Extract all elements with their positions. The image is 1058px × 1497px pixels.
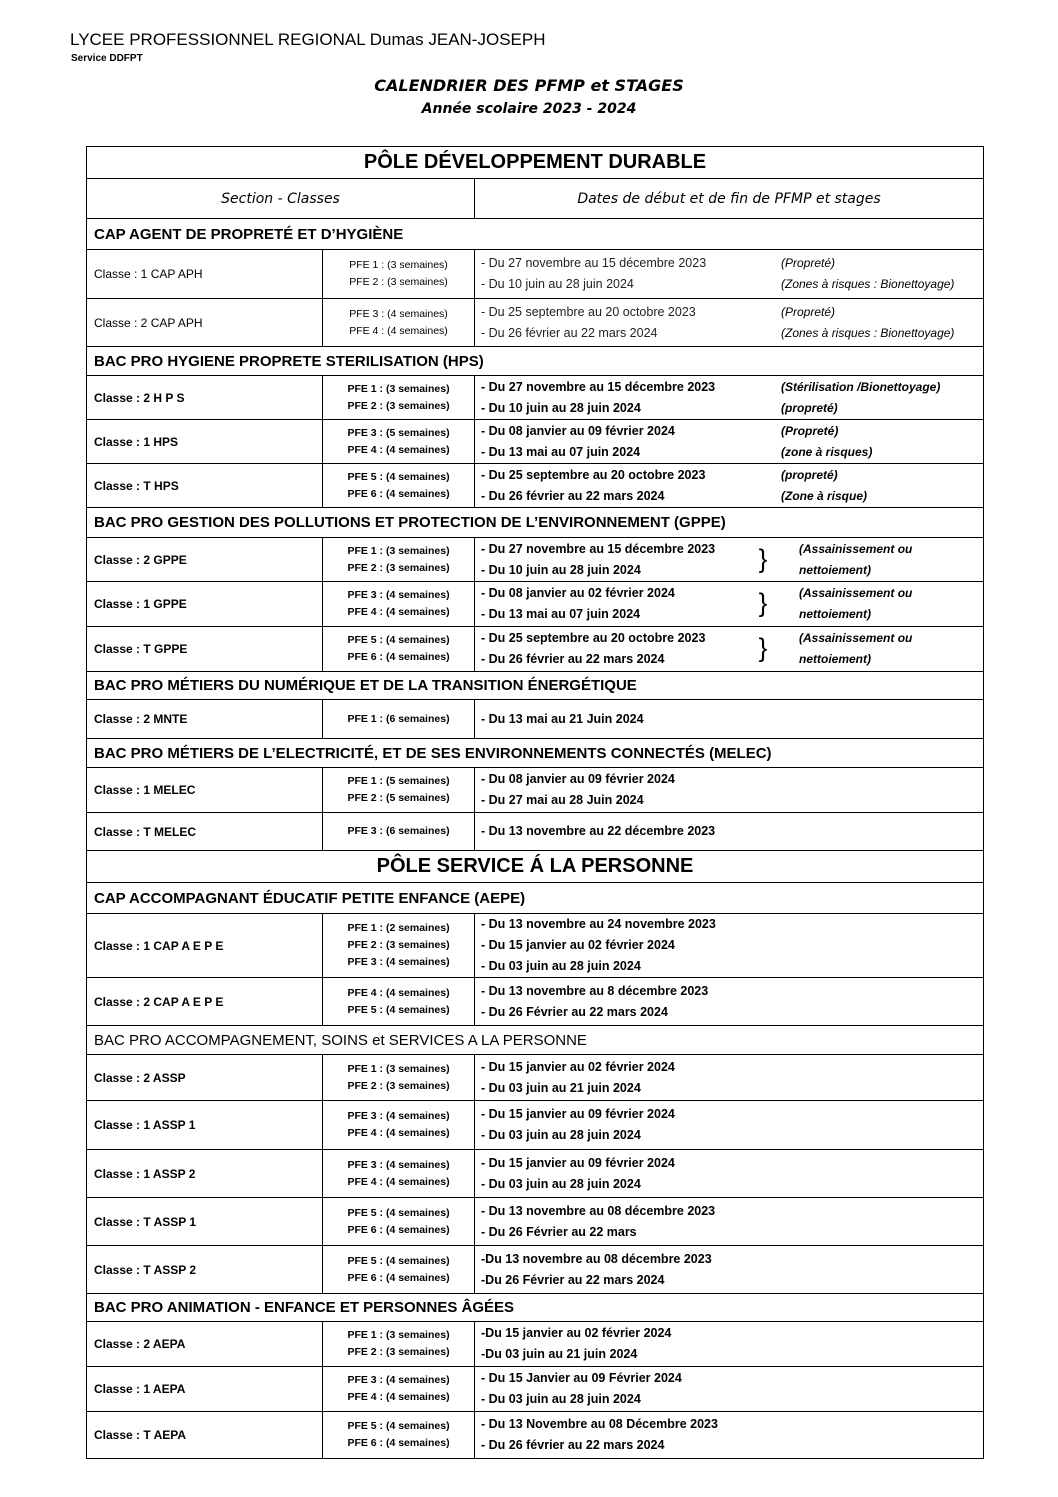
date-range: - Du 13 novembre au 22 décembre 2023: [481, 824, 716, 838]
class-row: [87, 627, 984, 672]
class-row: [87, 1412, 984, 1459]
date-range: - Du 10 juin au 28 juin 2024: [481, 562, 641, 577]
service-label: Service DDFPT: [71, 53, 143, 64]
column-header-row: [87, 179, 984, 219]
pfe-cell: [323, 1150, 475, 1198]
pfe-cell: [323, 1412, 475, 1459]
date-line: [481, 935, 983, 956]
internship-type-note: nettoiement): [799, 652, 871, 666]
section-header-row: [87, 1294, 984, 1322]
pfe-cell: [323, 1367, 475, 1412]
date-line: [481, 914, 983, 935]
date-range: - Du 08 janvier au 09 février 2024: [481, 423, 675, 438]
date-range: - Du 13 Novembre au 08 Décembre 2023: [481, 1417, 718, 1431]
pfe-period: PFE 3 : (4 semaines): [347, 1158, 450, 1171]
section-title: CAP ACCOMPAGNANT ÉDUCATIF PETITE ENFANCE (AEPE): [87, 883, 984, 914]
pfe-period: PFE 1 : (3 semaines): [347, 1062, 450, 1075]
pfe-cell: [323, 376, 475, 420]
internship-type-note: (Zones à risques : Bionettoyage): [781, 325, 955, 340]
date-range: - Du 25 septembre au 20 octobre 2023: [481, 631, 706, 645]
dates-cell: [475, 813, 984, 851]
date-line: [481, 1344, 983, 1365]
internship-type-note: (Propreté): [781, 304, 836, 319]
date-range: - Du 03 juin au 28 juin 2024: [481, 959, 641, 973]
date-line: [481, 274, 983, 295]
class-row: [87, 1150, 984, 1198]
pfe-period: PFE 5 : (4 semaines): [347, 1003, 450, 1016]
date-range: - Du 10 juin au 28 juin 2024: [481, 400, 641, 415]
dates-cell: [475, 1055, 984, 1101]
class-row: [87, 1322, 984, 1367]
section-title: BAC PRO ANIMATION - ENFANCE ET PERSONNES ÂGÉES: [87, 1294, 984, 1322]
pfe-period: PFE 2 : (5 semaines): [347, 792, 450, 804]
class-row: [87, 420, 984, 464]
dates-cell: [475, 1150, 984, 1198]
date-line: [481, 253, 983, 274]
date-range: - Du 26 février au 22 mars 2024: [481, 325, 658, 340]
date-range: - Du 27 novembre au 15 décembre 2023: [481, 541, 716, 556]
pfe-period: PFE 1 : (3 semaines): [347, 382, 450, 395]
dates-cell: [475, 1246, 984, 1294]
section-header-row: [87, 883, 984, 914]
class-row: [87, 538, 984, 582]
date-range: - Du 15 janvier au 09 février 2024: [481, 1107, 675, 1121]
class-name: Classe : T MELEC: [87, 813, 323, 851]
date-line: [481, 1078, 983, 1099]
right-brace-icon: }: [758, 587, 768, 618]
date-line: [481, 769, 983, 790]
date-line: [481, 442, 983, 463]
class-name: Classe : 1 HPS: [87, 420, 323, 464]
pfe-period: PFE 1 : (5 semaines): [347, 775, 450, 787]
pfe-period: PFE 6 : (4 semaines): [347, 651, 450, 663]
date-range: - Du 13 novembre au 8 décembre 2023: [481, 983, 709, 998]
date-range: - Du 13 novembre au 08 décembre 2023: [481, 1203, 716, 1218]
pfe-period: PFE 4 : (4 semaines): [349, 324, 448, 337]
class-name: Classe : 1 CAP A E P E: [87, 914, 323, 978]
date-range: - Du 15 Janvier au 09 Février 2024: [481, 1371, 682, 1385]
date-range: - Du 15 janvier au 09 février 2024: [481, 1155, 675, 1170]
date-range: - Du 27 mai au 28 Juin 2024: [481, 793, 644, 807]
pfe-cell: [323, 978, 475, 1026]
pfe-period: PFE 1 : (6 semaines): [347, 712, 450, 725]
pfe-period: PFE 4 : (4 semaines): [347, 606, 450, 618]
internship-type-note: (Assainissement ou: [799, 541, 913, 556]
date-line: [481, 323, 983, 344]
internship-type-note: (Stérilisation /Bionettoyage): [781, 379, 941, 394]
class-name: Classe : T HPS: [87, 464, 323, 508]
section-header-row: [87, 347, 984, 376]
date-line: [481, 821, 983, 842]
date-line: [481, 1125, 983, 1146]
dates-cell: [475, 768, 984, 813]
date-range: - Du 25 septembre au 20 octobre 2023: [481, 304, 696, 319]
dates-cell: [475, 1322, 984, 1367]
pfe-period: PFE 6 : (4 semaines): [347, 487, 450, 500]
date-range: - Du 15 janvier au 02 février 2024: [481, 938, 675, 952]
internship-type-note: (Zones à risques : Bionettoyage): [781, 277, 955, 291]
class-name: Classe : T ASSP 2: [87, 1246, 323, 1294]
pfe-cell: [323, 1322, 475, 1367]
date-range: - Du 03 juin au 28 juin 2024: [481, 1392, 641, 1406]
pfe-period: PFE 5 : (4 semaines): [347, 634, 450, 646]
pfe-period: PFE 4 : (4 semaines): [347, 1175, 450, 1188]
pfe-period: PFE 5 : (4 semaines): [347, 1254, 450, 1267]
pfe-period: PFE 2 : (3 semaines): [347, 1346, 450, 1358]
date-line: [481, 1414, 983, 1435]
section-title: BAC PRO MÉTIERS DE L’ELECTRICITÉ, ET DE SES ENVIRONNEMENTS CONNECTÉS (MELEC): [87, 739, 984, 768]
pfe-cell: [323, 464, 475, 508]
section-title: CAP AGENT DE PROPRETÉ ET D’HYGIÈNE: [87, 219, 984, 250]
date-line: [481, 539, 983, 560]
date-range: - Du 13 mai au 07 juin 2024: [481, 444, 641, 459]
date-line: [481, 709, 983, 730]
internship-type-note: (propreté): [781, 400, 838, 415]
pfe-period: PFE 3 : (4 semaines): [347, 1374, 450, 1386]
internship-type-note: nettoiement): [799, 607, 871, 621]
class-name: Classe : 2 CAP A E P E: [87, 978, 323, 1026]
pfe-cell: [323, 420, 475, 464]
pfe-period: PFE 4 : (4 semaines): [347, 986, 450, 999]
internship-type-note: (Propreté): [781, 256, 836, 270]
pfe-period: PFE 1 : (3 semaines): [349, 259, 448, 271]
dates-cell: [475, 1198, 984, 1246]
date-line: [481, 1389, 983, 1410]
internship-type-note: (Assainissement ou: [799, 586, 913, 600]
dates-cell: [475, 464, 984, 508]
pfe-cell: [323, 582, 475, 627]
class-row: [87, 1246, 984, 1294]
date-range: - Du 27 novembre au 15 décembre 2023: [481, 256, 707, 270]
date-range: - Du 08 janvier au 09 février 2024: [481, 772, 675, 786]
dates-cell: [475, 700, 984, 739]
pfe-cell: [323, 914, 475, 978]
internship-type-note: nettoiement): [799, 562, 871, 577]
dates-column-header: Dates de début et de fin de PFMP et stages: [475, 179, 984, 219]
pfe-cell: [323, 813, 475, 851]
date-range: - Du 13 mai au 07 juin 2024: [481, 607, 641, 621]
date-range: - Du 26 Février au 22 mars 2024: [481, 1004, 668, 1019]
class-row: [87, 1055, 984, 1101]
date-range: - Du 26 Février au 22 mars: [481, 1224, 637, 1239]
pfe-cell: [323, 538, 475, 582]
pfe-period: PFE 3 : (4 semaines): [347, 1110, 450, 1122]
date-range: - Du 15 janvier au 02 février 2024: [481, 1059, 675, 1074]
section-title: BAC PRO HYGIENE PROPRETE STERILISATION (HPS): [87, 347, 984, 376]
pfe-period: PFE 4 : (4 semaines): [347, 1391, 450, 1403]
class-row: [87, 813, 984, 851]
pfe-period: PFE 3 : (4 semaines): [347, 956, 450, 968]
pfe-cell: [323, 1101, 475, 1150]
pfe-period: PFE 3 : (4 semaines): [347, 589, 450, 601]
pfe-cell: [323, 1198, 475, 1246]
date-range: - Du 26 février au 22 mars 2024: [481, 1438, 665, 1452]
date-line: [481, 628, 983, 649]
class-name: Classe : 2 CAP APH: [87, 299, 323, 347]
pfe-period: PFE 6 : (4 semaines): [347, 1437, 450, 1449]
pfe-period: PFE 6 : (4 semaines): [347, 1271, 450, 1284]
class-name: Classe : 2 AEPA: [87, 1322, 323, 1367]
date-line: [481, 1002, 983, 1023]
section-header-row: [87, 508, 984, 538]
pfe-period: PFE 2 : (3 semaines): [347, 561, 450, 574]
class-name: Classe : 1 ASSP 1: [87, 1101, 323, 1150]
section-column-header: Section - Classes: [87, 179, 475, 219]
date-range: -Du 03 juin au 21 juin 2024: [481, 1347, 638, 1361]
date-range: -Du 26 Février au 22 mars 2024: [481, 1272, 665, 1287]
class-row: [87, 376, 984, 420]
class-row: [87, 299, 984, 347]
pfe-period: PFE 5 : (4 semaines): [347, 1420, 450, 1432]
dates-cell: [475, 538, 984, 582]
date-range: - Du 10 juin au 28 juin 2024: [481, 277, 634, 291]
pfe-period: PFE 4 : (4 semaines): [347, 1127, 450, 1139]
date-line: [481, 1104, 983, 1125]
pfe-period: PFE 3 : (4 semaines): [349, 307, 448, 320]
date-line: [481, 583, 983, 604]
section-header-row: [87, 1026, 984, 1055]
date-range: - Du 03 juin au 28 juin 2024: [481, 1176, 641, 1191]
pole-header-row: [87, 851, 984, 883]
pfe-cell: [323, 700, 475, 739]
date-range: - Du 13 mai au 21 Juin 2024: [481, 711, 644, 726]
date-range: - Du 25 septembre au 20 octobre 2023: [481, 467, 706, 482]
class-name: Classe : 1 MELEC: [87, 768, 323, 813]
pfe-period: PFE 2 : (3 semaines): [347, 1079, 450, 1092]
date-line: [481, 981, 983, 1002]
pfe-period: PFE 5 : (4 semaines): [347, 470, 450, 483]
pfe-period: PFE 1 : (3 semaines): [347, 544, 450, 557]
internship-type-note: (Assainissement ou: [799, 631, 913, 645]
date-range: - Du 03 juin au 28 juin 2024: [481, 1128, 641, 1142]
pfe-period: PFE 3 : (5 semaines): [347, 426, 450, 439]
date-line: [481, 1368, 983, 1389]
pfe-period: PFE 2 : (3 semaines): [349, 276, 448, 288]
pfe-period: PFE 2 : (3 semaines): [347, 939, 450, 951]
date-range: -Du 15 janvier au 02 février 2024: [481, 1326, 672, 1340]
date-line: [481, 398, 983, 419]
date-line: [481, 1270, 983, 1291]
class-row: [87, 464, 984, 508]
class-row: [87, 1367, 984, 1412]
right-brace-icon: }: [758, 632, 768, 663]
class-name: Classe : T AEPA: [87, 1412, 323, 1459]
date-line: [481, 560, 983, 581]
internship-type-note: (Zone à risque): [781, 488, 868, 503]
pfe-cell: [323, 768, 475, 813]
date-range: - Du 26 février au 22 mars 2024: [481, 652, 665, 666]
class-row: [87, 978, 984, 1026]
dates-cell: [475, 250, 984, 299]
date-line: [481, 377, 983, 398]
date-line: [481, 486, 983, 507]
date-line: [481, 604, 983, 625]
class-name: Classe : 1 AEPA: [87, 1367, 323, 1412]
dates-cell: [475, 1367, 984, 1412]
class-row: [87, 914, 984, 978]
pfe-period: PFE 4 : (4 semaines): [347, 443, 450, 456]
class-row: [87, 700, 984, 739]
date-line: [481, 1435, 983, 1456]
date-range: -Du 13 novembre au 08 décembre 2023: [481, 1251, 712, 1266]
date-line: [481, 421, 983, 442]
date-range: - Du 26 février au 22 mars 2024: [481, 488, 665, 503]
class-row: [87, 768, 984, 813]
internship-type-note: (zone à risques): [781, 444, 873, 459]
date-range: - Du 08 janvier au 02 février 2024: [481, 586, 675, 600]
class-name: Classe : 1 GPPE: [87, 582, 323, 627]
date-line: [481, 649, 983, 670]
pfe-cell: [323, 299, 475, 347]
pole-title: PÔLE DÉVELOPPEMENT DURABLE: [87, 147, 984, 179]
date-line: [481, 1057, 983, 1078]
dates-cell: [475, 376, 984, 420]
class-row: [87, 582, 984, 627]
pole-header-row: [87, 147, 984, 179]
date-line: [481, 790, 983, 811]
class-name: Classe : 1 ASSP 2: [87, 1150, 323, 1198]
dates-cell: [475, 914, 984, 978]
pfe-period: PFE 3 : (6 semaines): [347, 825, 450, 837]
section-header-row: [87, 672, 984, 700]
date-line: [481, 1249, 983, 1270]
dates-cell: [475, 420, 984, 464]
pfe-period: PFE 1 : (2 semaines): [347, 922, 450, 934]
section-header-row: [87, 739, 984, 768]
date-line: [481, 1153, 983, 1174]
section-header-row: [87, 219, 984, 250]
internship-type-note: (propreté): [781, 467, 838, 482]
class-name: Classe : 1 CAP APH: [87, 250, 323, 299]
date-range: - Du 27 novembre au 15 décembre 2023: [481, 379, 716, 394]
pfe-period: PFE 1 : (3 semaines): [347, 1329, 450, 1341]
class-name: Classe : T GPPE: [87, 627, 323, 672]
class-name: Classe : 2 GPPE: [87, 538, 323, 582]
dates-cell: [475, 627, 984, 672]
date-line: [481, 465, 983, 486]
dates-cell: [475, 582, 984, 627]
pfe-cell: [323, 1246, 475, 1294]
pfmp-calendar-table: [86, 146, 984, 1459]
date-line: [481, 1201, 983, 1222]
pfe-cell: [323, 250, 475, 299]
dates-cell: [475, 299, 984, 347]
pole-title: PÔLE SERVICE Á LA PERSONNE: [87, 851, 984, 883]
class-row: [87, 1198, 984, 1246]
class-row: [87, 1101, 984, 1150]
pfe-cell: [323, 1055, 475, 1101]
right-brace-icon: }: [758, 543, 768, 574]
date-range: - Du 13 novembre au 24 novembre 2023: [481, 917, 716, 931]
section-title: BAC PRO ACCOMPAGNEMENT, SOINS et SERVICES A LA PERSONNE: [87, 1026, 984, 1055]
date-line: [481, 1222, 983, 1243]
pfe-period: PFE 6 : (4 semaines): [347, 1223, 450, 1236]
dates-cell: [475, 978, 984, 1026]
dates-cell: [475, 1412, 984, 1459]
page-subtitle: Année scolaire 2023 - 2024: [421, 101, 637, 117]
page-title: CALENDRIER DES PFMP et STAGES: [374, 76, 684, 95]
date-line: [481, 1174, 983, 1195]
date-line: [481, 956, 983, 977]
class-name: Classe : 2 ASSP: [87, 1055, 323, 1101]
class-name: Classe : 2 MNTE: [87, 700, 323, 739]
date-line: [481, 302, 983, 323]
pfe-period: PFE 5 : (4 semaines): [347, 1206, 450, 1219]
dates-cell: [475, 1101, 984, 1150]
class-name: Classe : T ASSP 1: [87, 1198, 323, 1246]
pfe-period: PFE 2 : (3 semaines): [347, 399, 450, 412]
school-name: LYCEE PROFESSIONNEL REGIONAL Dumas JEAN-JOSEPH: [70, 30, 546, 49]
date-range: - Du 03 juin au 21 juin 2024: [481, 1080, 641, 1095]
date-line: [481, 1323, 983, 1344]
internship-type-note: (Propreté): [781, 423, 839, 438]
class-row: [87, 250, 984, 299]
section-title: BAC PRO MÉTIERS DU NUMÉRIQUE ET DE LA TRANSITION ÉNERGÉTIQUE: [87, 672, 984, 700]
pfe-cell: [323, 627, 475, 672]
section-title: BAC PRO GESTION DES POLLUTIONS ET PROTECTION DE L’ENVIRONNEMENT (GPPE): [87, 508, 984, 538]
class-name: Classe : 2 H P S: [87, 376, 323, 420]
